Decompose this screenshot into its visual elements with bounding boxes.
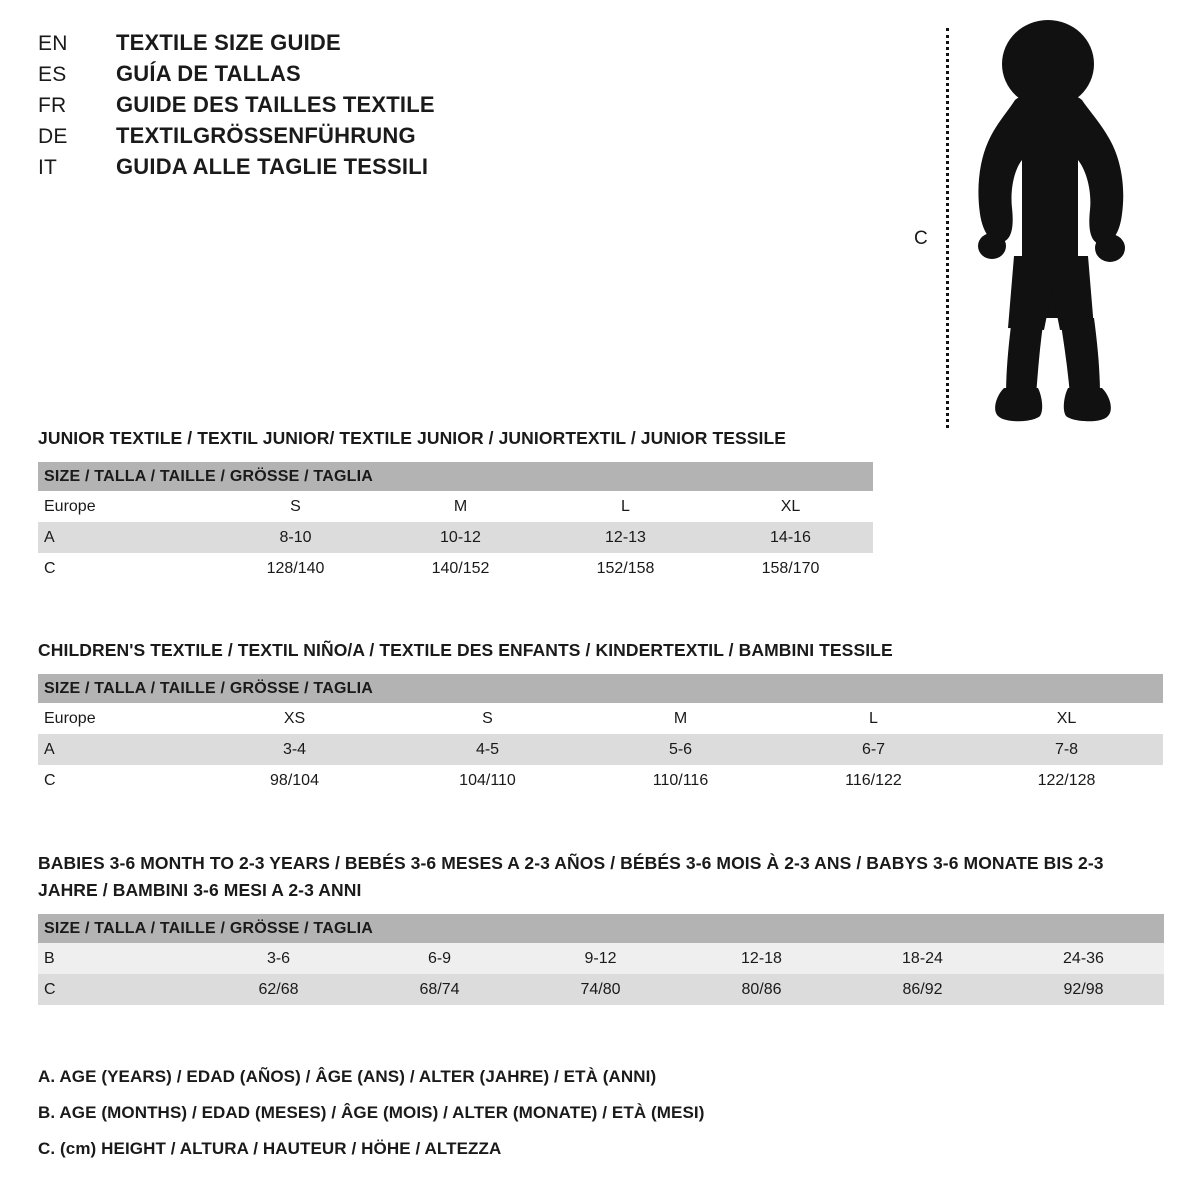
cell: 116/122 (777, 765, 970, 796)
row-label: A (38, 522, 213, 553)
table-header-label: SIZE / TALLA / TAILLE / GRÖSSE / TAGLIA (38, 914, 1164, 943)
junior-size-table (38, 462, 873, 584)
cell: M (584, 703, 777, 734)
cell: 12-18 (681, 943, 842, 974)
cell: 18-24 (842, 943, 1003, 974)
cell: 104/110 (391, 765, 584, 796)
junior-textile-section (38, 425, 1166, 584)
babies-textile-section (38, 850, 1166, 1005)
figure-measure-label: C (914, 228, 928, 249)
section-title: JUNIOR TEXTILE / TEXTIL JUNIOR/ TEXTILE JUNIOR / JUNIORTEXTIL / JUNIOR TESSILE (38, 428, 787, 448)
cell: 80/86 (681, 974, 842, 1005)
cell: 8-10 (213, 522, 378, 553)
height-axis-dotted-line (946, 28, 949, 428)
cell: 152/158 (543, 553, 708, 584)
cell: 68/74 (359, 974, 520, 1005)
language-code: DE (38, 125, 68, 148)
table-header-bar (38, 674, 1163, 703)
cell: XS (198, 703, 391, 734)
table-row (38, 522, 873, 553)
cell: XL (970, 703, 1163, 734)
language-code: ES (38, 63, 67, 86)
cell: 86/92 (842, 974, 1003, 1005)
table-header-label: SIZE / TALLA / TAILLE / GRÖSSE / TAGLIA (38, 462, 873, 491)
language-row (38, 154, 658, 185)
table-header-label: SIZE / TALLA / TAILLE / GRÖSSE / TAGLIA (38, 674, 1163, 703)
table-row (38, 703, 1163, 734)
section-title: CHILDREN'S TEXTILE / TEXTIL NIÑO/A / TEXTILE DES ENFANTS / KINDERTEXTIL / BAMBINI TESSILE (38, 640, 893, 660)
language-row (38, 61, 658, 92)
cell: 12-13 (543, 522, 708, 553)
cell: 110/116 (584, 765, 777, 796)
table-row (38, 491, 873, 522)
table-row (38, 734, 1163, 765)
cell: 14-16 (708, 522, 873, 553)
table-row (38, 765, 1163, 796)
footnote-b: B. AGE (MONTHS) / EDAD (MESES) / ÂGE (MOIS) / ALTER (MONATE) / ETÀ (MESI) (38, 1103, 705, 1122)
language-title: TEXTILE SIZE GUIDE (116, 30, 341, 55)
cell: 4-5 (391, 734, 584, 765)
cell: 140/152 (378, 553, 543, 584)
row-label: Europe (38, 491, 213, 522)
cell: S (391, 703, 584, 734)
cell: 5-6 (584, 734, 777, 765)
cell: 6-7 (777, 734, 970, 765)
row-label: C (38, 974, 198, 1005)
cell: 98/104 (198, 765, 391, 796)
children-size-table (38, 674, 1163, 796)
cell: L (777, 703, 970, 734)
cell: 128/140 (213, 553, 378, 584)
row-label: B (38, 943, 198, 974)
language-row (38, 30, 658, 61)
cell: 24-36 (1003, 943, 1164, 974)
language-row (38, 123, 658, 154)
child-silhouette-icon (960, 18, 1150, 433)
table-header-bar (38, 462, 873, 491)
language-code: IT (38, 156, 58, 179)
cell: 158/170 (708, 553, 873, 584)
babies-size-table (38, 914, 1164, 1005)
language-title: GUIDA ALLE TAGLIE TESSILI (116, 154, 429, 179)
row-label: C (38, 553, 213, 584)
language-title: TEXTILGRÖSSENFÜHRUNG (116, 123, 416, 148)
cell: 9-12 (520, 943, 681, 974)
language-title: GUIDE DES TAILLES TEXTILE (116, 92, 435, 117)
cell: 7-8 (970, 734, 1163, 765)
language-code: EN (38, 32, 68, 55)
height-measurement-figure (900, 10, 1160, 430)
row-label: Europe (38, 703, 198, 734)
language-code: FR (38, 94, 67, 117)
footnote-a: A. AGE (YEARS) / EDAD (AÑOS) / ÂGE (ANS) / ALTER (JAHRE) / ETÀ (ANNI) (38, 1067, 657, 1086)
footnote-c: C. (cm) HEIGHT / ALTURA / HAUTEUR / HÖHE / ALTEZZA (38, 1139, 502, 1158)
cell: 92/98 (1003, 974, 1164, 1005)
row-label: A (38, 734, 198, 765)
cell: L (543, 491, 708, 522)
language-row (38, 92, 658, 123)
cell: 3-4 (198, 734, 391, 765)
language-title: GUÍA DE TALLAS (116, 61, 301, 86)
cell: M (378, 491, 543, 522)
language-title-block (38, 30, 658, 185)
table-row (38, 974, 1164, 1005)
table-header-bar (38, 914, 1164, 943)
cell: 3-6 (198, 943, 359, 974)
cell: 62/68 (198, 974, 359, 1005)
row-label: C (38, 765, 198, 796)
children-textile-section (38, 637, 1166, 796)
table-row (38, 553, 873, 584)
cell: 74/80 (520, 974, 681, 1005)
cell: 122/128 (970, 765, 1163, 796)
section-title: BABIES 3-6 MONTH TO 2-3 YEARS / BEBÉS 3-6 MESES A 2-3 AÑOS / BÉBÉS 3-6 MOIS À 2-3 ANS / BABYS 3-6 MONATE BIS 2-3 JAHRE / BAMBINI 3-6 MESI A 2-3 ANNI (38, 853, 1104, 901)
cell: 10-12 (378, 522, 543, 553)
cell: S (213, 491, 378, 522)
table-row (38, 943, 1164, 974)
cell: 6-9 (359, 943, 520, 974)
cell: XL (708, 491, 873, 522)
footnotes-block (38, 1068, 1138, 1176)
